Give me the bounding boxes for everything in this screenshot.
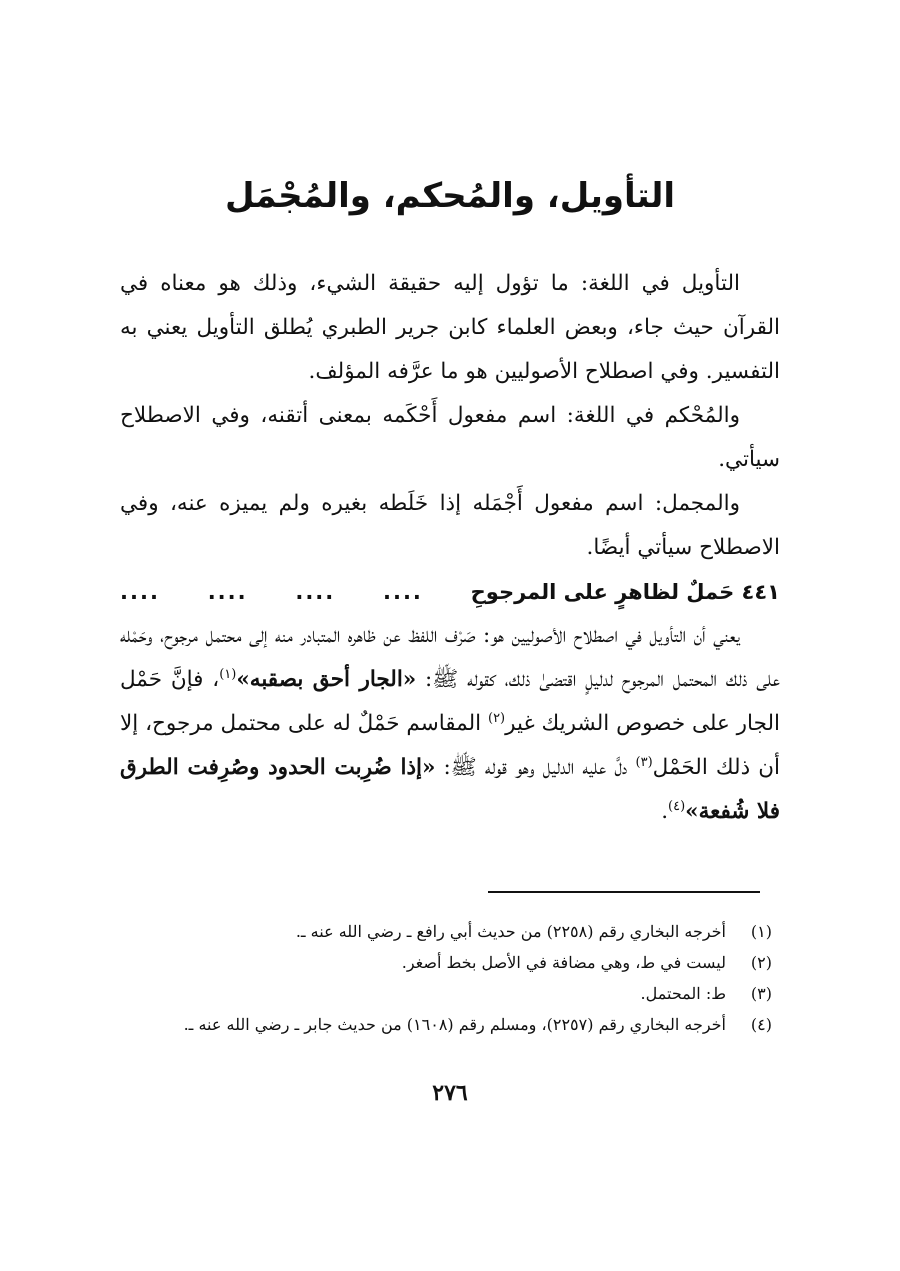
paragraph-mujmal: والمجمل: اسم مفعول أَجْمَله إذا خَلَطه بغيره ولم يميزه عنه، وفي الاصطلاح سيأتي أيضًا. [120,491,780,560]
footnote-number: (٣) [750,984,772,1003]
verse-dots: .... [120,580,160,604]
verse-dots: .... [207,580,248,604]
footnote-marker[interactable]: (٢) [487,710,506,726]
verse-line [120,570,780,614]
verse-dots: .... [295,580,336,604]
explanation-text: . [661,799,669,824]
page-title: التأويل، والمُحكم، والمُجْمَل [224,176,676,216]
footnote-item [120,916,772,947]
explanation-text: دلَّ عليه الدليل وهو قوله ﷺ: [435,755,636,780]
paragraph-muhkam: والمُحْكم في اللغة: اسم مفعول أَحْكَمه بمعنى أتقنه، وفي الاصطلاح سيأتي. [120,403,780,472]
hadith-quote: «الجار أحق بصقبه» [236,667,417,692]
footnote-item [120,978,772,1009]
footnote-divider [488,891,760,893]
verse-text: ٤٤١ حَملٌ لظاهرٍ على المرجوحِ [470,580,780,604]
footnote-number: (١) [750,922,772,941]
footnote-marker[interactable]: (١) [219,666,237,682]
footnote-text: ليست في ط، وهي مضافة في الأصل بخط أصغر. [401,953,726,972]
footnote-item [120,947,772,978]
paragraph-tawil: التأويل في اللغة: ما تؤول إليه حقيقة الشيء، وذلك هو معناه في القرآن حيث جاء، وبعض العلماء كابن جرير الطبري يُطلق التأويل يعني به التفسير. وفي اصطلاح الأصوليين هو ما عرَّفه المؤلف. [120,271,780,384]
footnote-number: (٤) [750,1015,772,1034]
footnote-text: أخرجه البخاري رقم (٢٢٥٨) من حديث أبي رافع ـ رضي الله عنه ـ. [295,922,726,941]
hadith-quote: «إذا ضُرِبت الحدود وصُرِفت الطرق فلا شُفعة» [120,755,780,824]
footnotes [120,916,772,1040]
footnote-text: أخرجه البخاري رقم (٢٢٥٧)، ومسلم رقم (١٦٠٨) من حديث جابر ـ رضي الله عنه ـ. [183,1015,726,1034]
paragraph-explanation [120,614,780,834]
footnote-item [120,1009,772,1040]
explanation-text: المقاسم حَمْلٌ له على محتمل مرجوح، إلا أن ذلك الحَمْل [120,711,781,780]
verse-dots: .... [383,580,423,604]
footnote-number: (٢) [750,953,772,972]
explanation-text: ، فإنَّ حَمْل الجار على خصوص الشريك غير [120,667,780,736]
page-number: ٢٧٦ [432,1080,468,1106]
footnote-marker[interactable]: (٤) [668,798,686,814]
footnote-marker[interactable]: (٣) [635,754,653,770]
explanation-text: يعني أن التأويل في اصطلاح الأصوليين هو: صَرْف اللفظ عن ظاهره المتبادر منه إلى محتمل مرجوح، وحَمْله على ذلك المحتمل المرجوح لدليلٍ اقتضىٰ ذلك، كقوله ﷺ: [120,623,780,692]
main-text [120,262,780,834]
footnote-text: ط: المحتمل. [640,984,726,1003]
